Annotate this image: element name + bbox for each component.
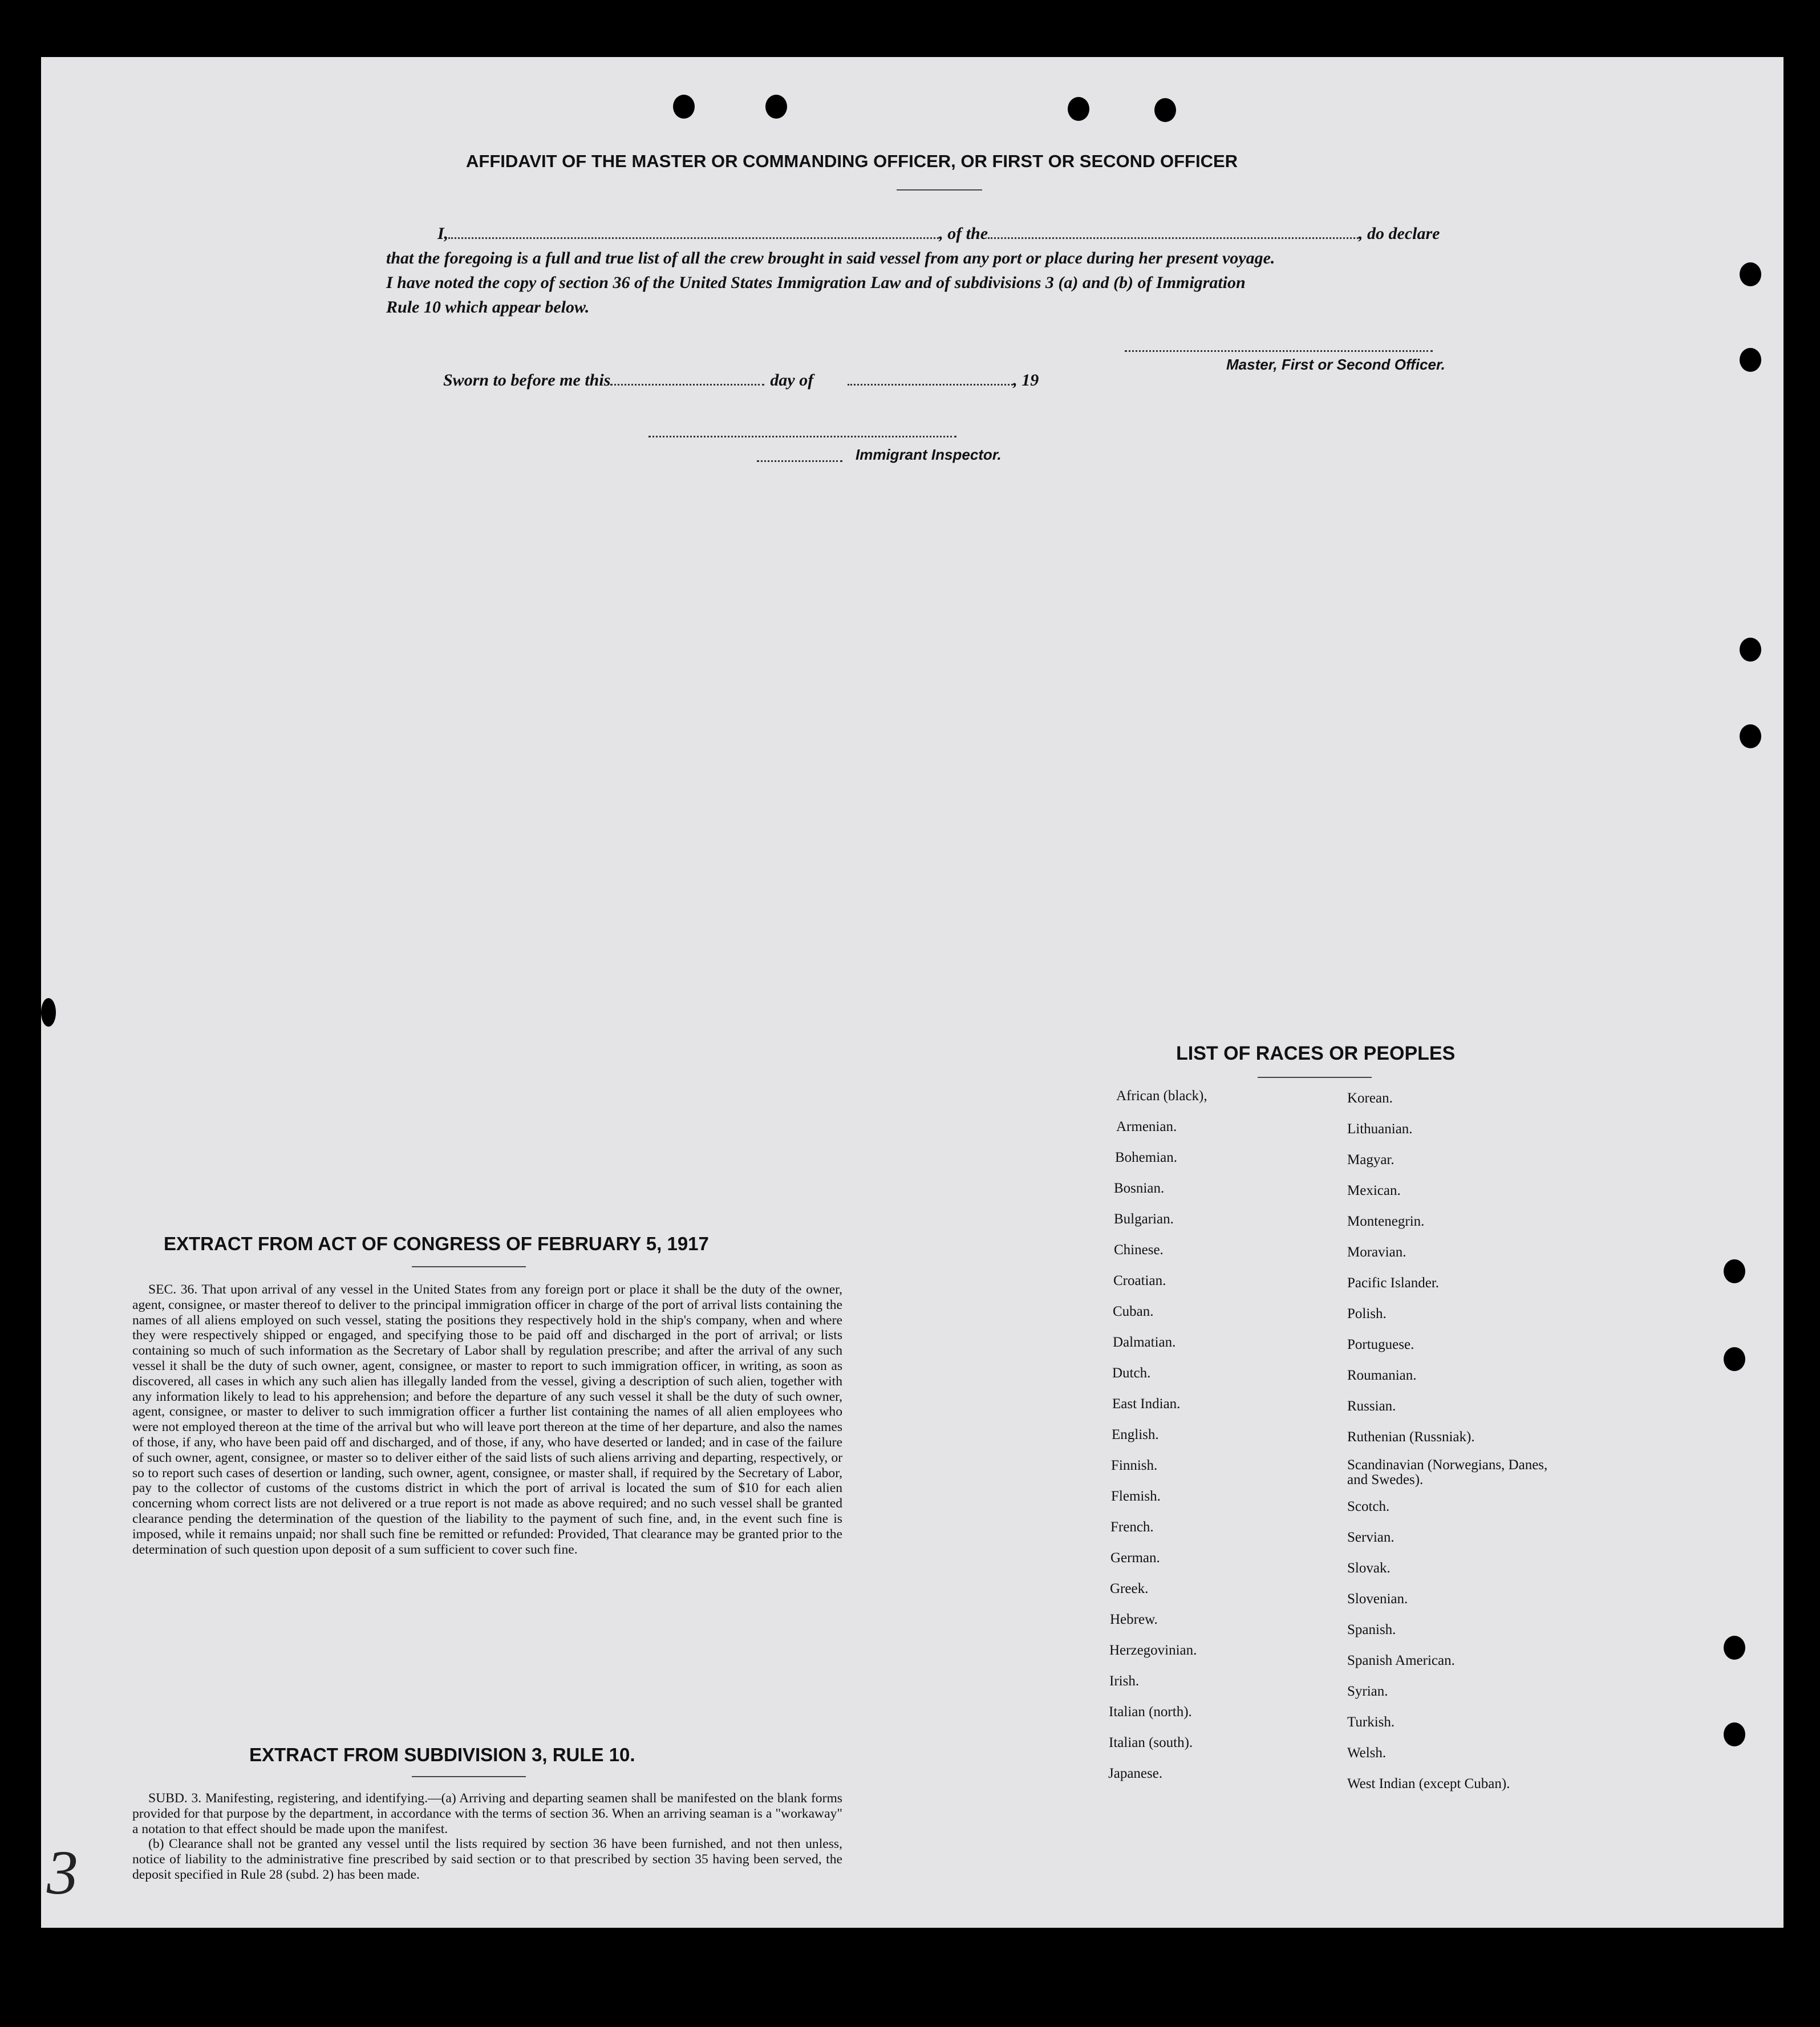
- races-list-left: [1068, 1088, 1319, 1781]
- races-heading: LIST OF RACES OR PEOPLES: [1176, 1043, 1456, 1064]
- of-the-label: , of the: [939, 224, 988, 243]
- punch-hole: [1740, 638, 1761, 662]
- race-item: Bosnian.: [1114, 1181, 1165, 1196]
- punch-hole: [1724, 1259, 1745, 1283]
- race-item: Turkish.: [1347, 1714, 1395, 1730]
- race-item: Slovak.: [1347, 1560, 1391, 1576]
- declarant-name-field[interactable]: [448, 224, 939, 239]
- race-item: Herzegovinian.: [1109, 1643, 1197, 1658]
- rule10-paragraph-a: SUBD. 3. Manifesting, registering, and identifying.—(a) Arriving and departing seamen shall be manifested on the blank forms provided for that purpose by the department, in accordance with the terms of section 36. When an arriving seaman is a "workaway" a notation to that effect should be made upon the manifest.: [132, 1791, 842, 1837]
- sworn-line: [443, 368, 1039, 392]
- races-list-right: [1296, 1090, 1581, 1803]
- race-item: East Indian.: [1112, 1396, 1181, 1412]
- punch-hole: [765, 95, 787, 119]
- punch-hole: [1724, 1636, 1745, 1660]
- race-item: Scandinavian (Norwegians, Danes, and Swedes).: [1347, 1457, 1548, 1487]
- inspector-signature-field[interactable]: [648, 422, 956, 437]
- divider: [412, 1266, 526, 1267]
- race-item: Bohemian.: [1115, 1150, 1178, 1165]
- sworn-month-field[interactable]: [848, 370, 1013, 386]
- race-item: Spanish.: [1347, 1622, 1396, 1637]
- race-item: Magyar.: [1347, 1152, 1395, 1167]
- race-item: Greek.: [1110, 1581, 1149, 1596]
- rule10-paragraph-b: (b) Clearance shall not be granted any vessel until the lists required by section 36 have been furnished, and not then unless, notice of liability to the administrative fine prescribed by said section or to that prescribed by section 35 having been served, the deposit specified in Rule 28 (subd. 2) has been made.: [132, 1837, 842, 1882]
- race-item: French.: [1110, 1519, 1154, 1535]
- race-item: Scotch.: [1347, 1499, 1390, 1514]
- act-heading: EXTRACT FROM ACT OF CONGRESS OF FEBRUARY 5, 1917: [164, 1233, 709, 1254]
- race-item: West Indian (except Cuban).: [1347, 1776, 1510, 1791]
- officer-signature-label: Master, First or Second Officer.: [1226, 356, 1445, 373]
- punch-hole: [1724, 1722, 1745, 1746]
- declaration-text: that the foregoing is a full and true list of all the crew brought in said vessel from any port or place during her present voyage.: [386, 249, 1275, 267]
- race-item: Slovenian.: [1347, 1591, 1408, 1607]
- race-item: Hebrew.: [1110, 1612, 1158, 1627]
- race-item: Finnish.: [1111, 1458, 1158, 1473]
- divider: [1258, 1077, 1372, 1078]
- race-item: Lithuanian.: [1347, 1121, 1413, 1137]
- race-item: African (black),: [1116, 1088, 1207, 1104]
- race-item: Croatian.: [1113, 1273, 1166, 1288]
- punch-hole: [1740, 262, 1761, 286]
- race-item: Russian.: [1347, 1398, 1396, 1414]
- do-declare-label: , do declare: [1359, 224, 1440, 243]
- affidavit-heading: AFFIDAVIT OF THE MASTER OR COMMANDING OFFICER, OR FIRST OR SECOND OFFICER: [466, 151, 1238, 171]
- race-item: Ruthenian (Russniak).: [1347, 1429, 1475, 1445]
- race-item: Moravian.: [1347, 1244, 1406, 1260]
- punch-hole: [1154, 98, 1176, 122]
- race-item: Korean.: [1347, 1090, 1393, 1106]
- handwritten-page-number: 3: [47, 1838, 78, 1907]
- race-item: Flemish.: [1111, 1489, 1161, 1504]
- race-item: Dalmatian.: [1113, 1335, 1176, 1350]
- vessel-name-field[interactable]: [988, 224, 1359, 239]
- day-of-label: day of: [770, 371, 814, 390]
- punch-hole: [1740, 348, 1761, 372]
- race-item: Cuban.: [1113, 1304, 1154, 1319]
- race-item: Bulgarian.: [1114, 1211, 1174, 1227]
- race-item: Japanese.: [1108, 1766, 1163, 1781]
- race-item: Roumanian.: [1347, 1368, 1417, 1383]
- race-item: Mexican.: [1347, 1183, 1401, 1198]
- divider: [897, 189, 982, 190]
- rule10-heading: EXTRACT FROM SUBDIVISION 3, RULE 10.: [249, 1744, 635, 1765]
- race-item: Portuguese.: [1347, 1337, 1414, 1352]
- declaration-text: I have noted the copy of section 36 of the United States Immigration Law and of subdivisions 3 (a) and (b) of Immigration: [386, 273, 1246, 292]
- declaration-text: Rule 10 which appear below.: [386, 298, 590, 317]
- race-item: Italian (north).: [1109, 1704, 1192, 1720]
- punch-hole: [41, 998, 56, 1027]
- race-item: Montenegrin.: [1347, 1214, 1425, 1229]
- divider: [412, 1776, 526, 1777]
- race-item: Chinese.: [1114, 1242, 1164, 1258]
- declaration-line: [386, 221, 1521, 246]
- affidavit-body: [386, 221, 1521, 319]
- form-page: [41, 57, 1783, 1928]
- race-item: Pacific Islander.: [1347, 1275, 1440, 1291]
- race-item: Irish.: [1109, 1673, 1140, 1689]
- inspector-name-field[interactable]: [757, 447, 842, 462]
- punch-hole: [1068, 97, 1089, 121]
- punch-hole: [1724, 1347, 1745, 1371]
- race-item: Italian (south).: [1109, 1735, 1193, 1750]
- race-item: English.: [1112, 1427, 1159, 1442]
- section-36-paragraph: SEC. 36. That upon arrival of any vessel in the United States from any foreign port or place it shall be the duty of the owner, agent, consignee, or master thereof to deliver to the principal immigration officer in charge of the port of arrival lists containing the names of all aliens employed on such vessel, stating the positions they respectively hold in the ship's company, when and where they were respectively shipped or engaged, and specifying those to be paid off and discharged in the port of arrival; or lists containing so much of such information as the Secretary of Labor shall by regulation prescribe; and after the arrival of any such vessel it shall be the duty of such owner, agent, consignee, or master to report to such immigration officer, in writing, as soon as discovered, all cases in which any such alien has illegally landed from the vessel, giving a description of such alien, together with any information likely to lead to his apprehension; and before the departure of any such vessel it shall be the duty of such owner, agent, consignee, or master to deliver to such immigration officer a further list containing the names of all alien employees who were not employed thereon at the time of the arrival but who will leave port thereon at the time of her departure, and also the names of those, if any, who have been paid off and discharged, and of those, if any, who have deserted or landed; and in case of the failure of such owner, agent, consignee, or master so to deliver either of the said lists of such aliens arriving and departing, respectively, or so to report such cases of desertion or landing, such owner, agent, consignee, or master shall, if required by the Secretary of Labor, pay to the collector of customs of the customs district in which the port of arrival is located the sum of $10 for each alien concerning whom correct lists are not delivered or a true report is not made as above required; and no such vessel shall be granted clearance pending the determination of the question of the liability to the payment of such fine, and, in the event such fine is imposed, while it remains unpaid; nor shall such fine be remitted or refunded: Provided, That clearance may be granted prior to the determination of such question upon deposit of a sum sufficient to cover such fine.: [132, 1282, 842, 1557]
- race-item: German.: [1110, 1550, 1160, 1566]
- race-item: Syrian.: [1347, 1684, 1388, 1699]
- section-36-text: [132, 1282, 842, 1557]
- officer-signature-field[interactable]: [1125, 337, 1433, 352]
- sworn-label: Sworn to before me this: [443, 371, 611, 390]
- race-item: Armenian.: [1116, 1119, 1177, 1134]
- inspector-label: Immigrant Inspector.: [856, 446, 1002, 463]
- year-label: , 19: [1013, 371, 1039, 390]
- rule10-text: [132, 1791, 842, 1883]
- sworn-date-field[interactable]: [610, 370, 764, 386]
- declarant-label: I,: [437, 224, 449, 243]
- race-item: Welsh.: [1347, 1745, 1387, 1761]
- race-item: Servian.: [1347, 1530, 1395, 1545]
- punch-hole: [673, 95, 695, 119]
- race-item: Polish.: [1347, 1306, 1387, 1321]
- punch-hole: [1740, 724, 1761, 748]
- race-item: Dutch.: [1112, 1365, 1151, 1381]
- race-item: Spanish American.: [1347, 1653, 1455, 1668]
